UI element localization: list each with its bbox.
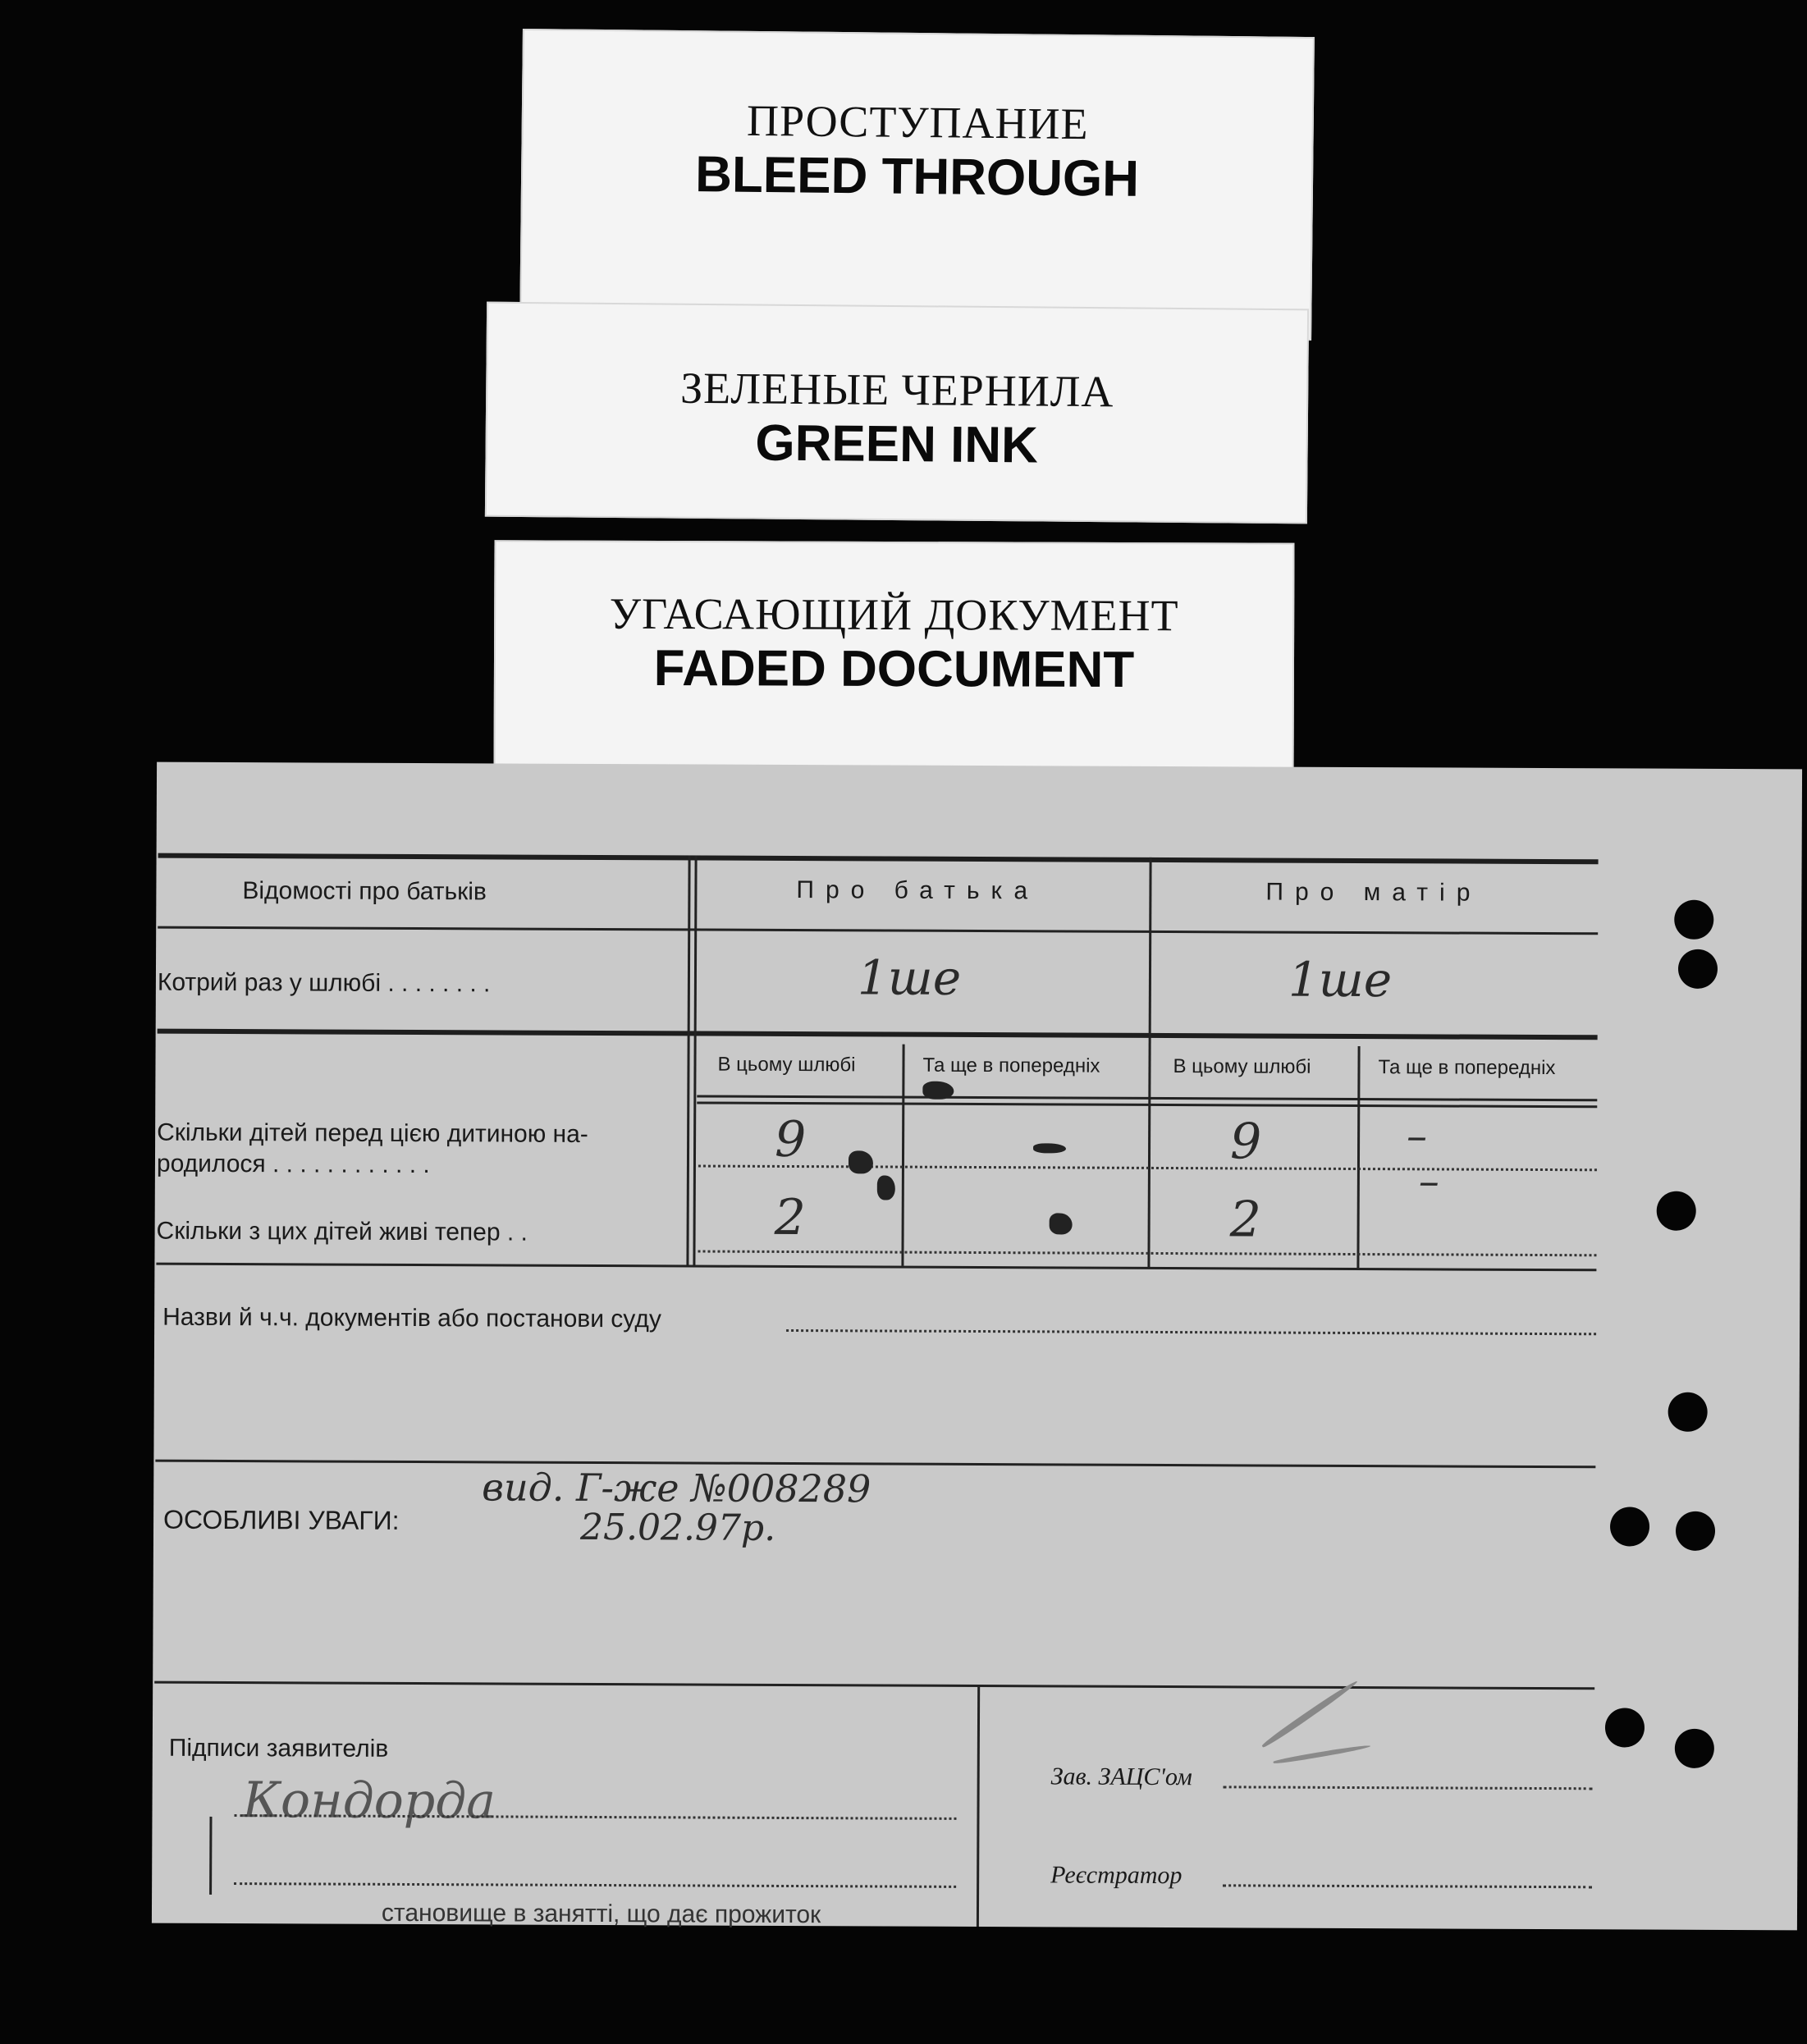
documents-label: Назви й ч.ч. документів або постанови суду <box>162 1303 661 1333</box>
rule <box>156 1263 1596 1272</box>
ink-blot <box>922 1081 954 1100</box>
dotted-line <box>234 1882 956 1888</box>
sub-header: Та ще в попередніх <box>1378 1056 1556 1080</box>
rule <box>154 1681 1594 1690</box>
parents-info-header: Відомості про батьків <box>242 877 487 906</box>
punch-hole <box>1675 1729 1714 1768</box>
children-born-label-cont: родилося . . . . . . . . . . . . <box>156 1150 430 1179</box>
col-divider <box>901 1045 904 1266</box>
dotted-line <box>786 1329 1596 1335</box>
father-header: Про батька <box>796 876 1040 905</box>
ink-blot <box>877 1175 895 1200</box>
label-en-text: FADED DOCUMENT <box>653 639 1135 699</box>
applicants-signatures-label: Підписи заявителів <box>168 1734 389 1763</box>
ink-blot <box>1033 1143 1066 1153</box>
col-divider <box>686 855 690 1265</box>
born-this-marriage-father: 9 <box>774 1110 807 1169</box>
label-ru-text: ЗЕЛЕНЫЕ ЧЕРНИЛА <box>679 363 1114 417</box>
label-ru-text: УГАСАЮЩИЙ ДОКУМЕНТ <box>609 588 1179 641</box>
label-ru-text: ПРОСТУПАНИЕ <box>746 95 1089 149</box>
registration-form <box>152 762 1802 1931</box>
dotted-line <box>1223 1884 1592 1888</box>
special-notes-label: ОСОБЛИВІ УВАГИ: <box>162 1504 400 1535</box>
marriage-count-label: Котрий раз у шлюбі . . . . . . . . <box>157 968 491 998</box>
children-alive-label: Скільки з цих дітей живі тепер . . <box>156 1217 528 1246</box>
col-divider <box>977 1685 980 1927</box>
green-ink-label-card <box>485 302 1309 524</box>
bracket-mark <box>209 1817 212 1895</box>
punch-hole <box>1676 1511 1715 1551</box>
rule <box>158 853 1599 865</box>
applicant-signature: Кондорда <box>242 1772 496 1831</box>
ink-blot <box>849 1150 873 1173</box>
father-marriage-value: 1ше <box>857 949 962 1006</box>
children-born-label: Скільки дітей перед цією дитиною на- <box>157 1118 588 1148</box>
alive-this-marriage-father: 2 <box>774 1188 807 1247</box>
rule <box>697 1102 1597 1109</box>
col-divider <box>1147 857 1151 1268</box>
bottom-cut-text: становище в занятті, що дає прожиток <box>381 1899 821 1929</box>
born-previous-mother: – <box>1406 1112 1428 1160</box>
head-signature-stroke <box>1273 1744 1370 1765</box>
mother-marriage-value: 1ше <box>1288 951 1393 1008</box>
sub-header: В цьому шлюбі <box>717 1053 856 1077</box>
punch-hole <box>1678 949 1718 989</box>
punch-hole <box>1610 1507 1649 1546</box>
bleed-through-label-card <box>519 29 1315 341</box>
label-en-text: BLEED THROUGH <box>694 146 1140 208</box>
alive-this-marriage-mother: 2 <box>1229 1191 1262 1249</box>
col-divider <box>1356 1046 1360 1268</box>
rule <box>158 1029 1598 1040</box>
dotted-line <box>1224 1786 1593 1790</box>
punch-hole <box>1605 1708 1645 1747</box>
sub-header: Та ще в попередніх <box>922 1054 1100 1077</box>
born-this-marriage-mother: 9 <box>1229 1113 1262 1171</box>
label-en-text: GREEN INK <box>755 414 1039 474</box>
punch-hole <box>1668 1392 1708 1432</box>
ink-blot <box>1050 1213 1073 1234</box>
rule <box>158 926 1598 935</box>
registrar-label: Реєстратор <box>1050 1861 1183 1890</box>
punch-hole <box>1674 900 1713 940</box>
alive-previous-mother: – <box>1418 1157 1440 1205</box>
special-notes-line1: вид. Г-же №008289 <box>482 1465 871 1511</box>
col-divider <box>693 855 697 1265</box>
punch-hole <box>1657 1191 1696 1231</box>
registry-head-label: Зав. ЗАЦС'ом <box>1050 1763 1192 1791</box>
faded-document-label-card <box>493 540 1294 780</box>
special-notes-line2: 25.02.97р. <box>579 1506 776 1549</box>
mother-header: Про матір <box>1265 878 1482 907</box>
rule <box>155 1460 1595 1469</box>
rule <box>697 1095 1597 1102</box>
sub-header: В цьому шлюбі <box>1173 1055 1311 1078</box>
head-signature-stroke <box>1260 1679 1359 1749</box>
